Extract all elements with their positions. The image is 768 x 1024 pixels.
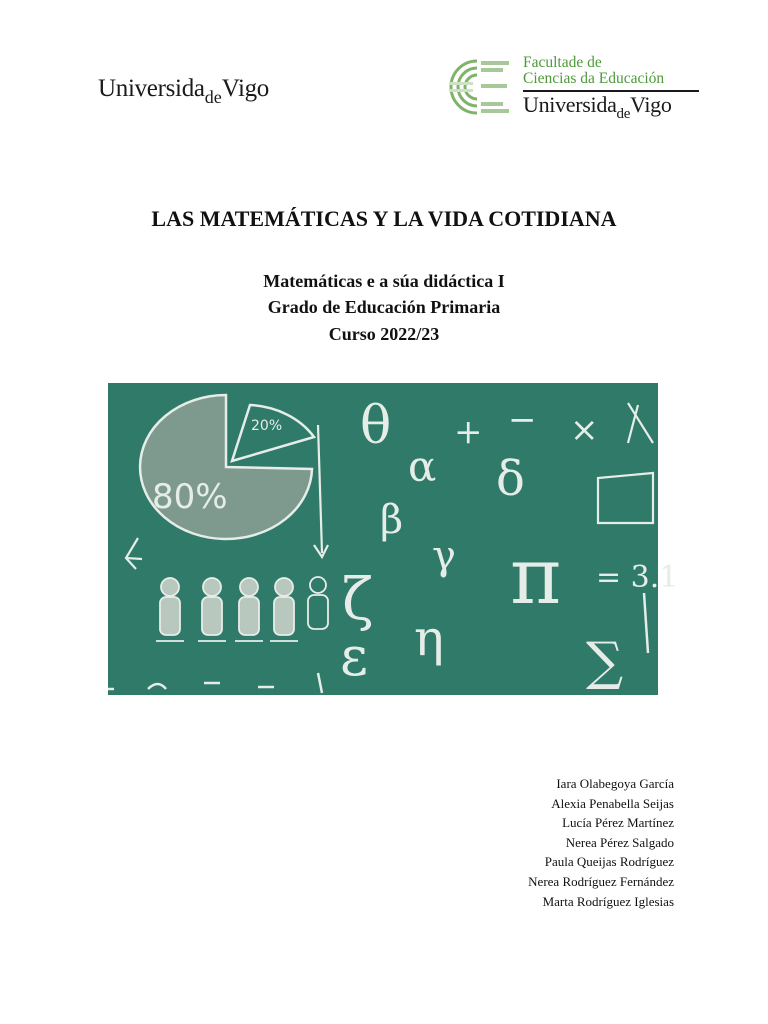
- logo-text-de: de: [204, 87, 222, 107]
- chalkboard-image: [108, 383, 679, 695]
- chalk-symbol: θ: [360, 396, 392, 456]
- chalk-symbol: δ: [496, 451, 525, 507]
- faculty-uni-part2: de: [616, 106, 631, 122]
- subject-line: Matemáticas e a súa didáctica I: [263, 271, 505, 291]
- faculty-uni-part1: Universida: [523, 92, 617, 117]
- logo-text-vigo: Vigo: [221, 75, 270, 102]
- pie-label-small: 20%: [251, 418, 283, 434]
- chalk-symbol: β: [380, 497, 404, 543]
- chalk-symbol: ε: [340, 625, 368, 688]
- logo-text-universida: Universida: [98, 75, 205, 102]
- author-name: Iara Olabegoya García: [556, 776, 674, 791]
- document-title: LAS MATEMÁTICAS Y LA VIDA COTIDIANA: [151, 206, 617, 231]
- course-line: Curso 2022/23: [328, 324, 440, 344]
- author-name: Marta Rodríguez Iglesias: [542, 893, 674, 909]
- pi-value-text: = 3.1: [596, 560, 679, 595]
- faculty-line-2: Ciencias da Educación: [523, 70, 665, 87]
- chalk-symbol: α: [408, 442, 437, 491]
- chalk-symbol: ζ: [342, 565, 374, 633]
- faculty-emblem-icon: [445, 55, 515, 119]
- degree-line: Grado de Educación Primaria: [267, 297, 501, 317]
- chalk-symbol: −: [508, 400, 537, 440]
- university-logo: [98, 75, 270, 107]
- chalk-symbol: π: [510, 532, 562, 622]
- faculty-line-1: Facultade de: [523, 54, 602, 71]
- faculty-name: [523, 55, 664, 87]
- authors-list: [528, 774, 674, 911]
- author-name: Alexia Penabella Seijas: [551, 795, 674, 811]
- chalk-symbol: η: [414, 609, 444, 667]
- author-name: Lucía Pérez Martínez: [562, 815, 674, 831]
- faculty-logo: [445, 55, 705, 125]
- author-name: Nerea Rodríguez Fernández: [528, 873, 674, 889]
- faculty-uni-part3: Vigo: [630, 92, 672, 117]
- pie-label-large: 80%: [152, 477, 228, 517]
- author-name: Nerea Pérez Salgado: [565, 834, 674, 850]
- chalk-symbol: ×: [570, 410, 599, 450]
- author-name: Paula Queijas Rodríguez: [544, 854, 674, 870]
- chalk-symbol: ∑: [586, 632, 624, 692]
- chalk-symbol: γ: [432, 533, 456, 579]
- chalk-symbol: +: [454, 412, 483, 452]
- faculty-university-text: [523, 92, 672, 122]
